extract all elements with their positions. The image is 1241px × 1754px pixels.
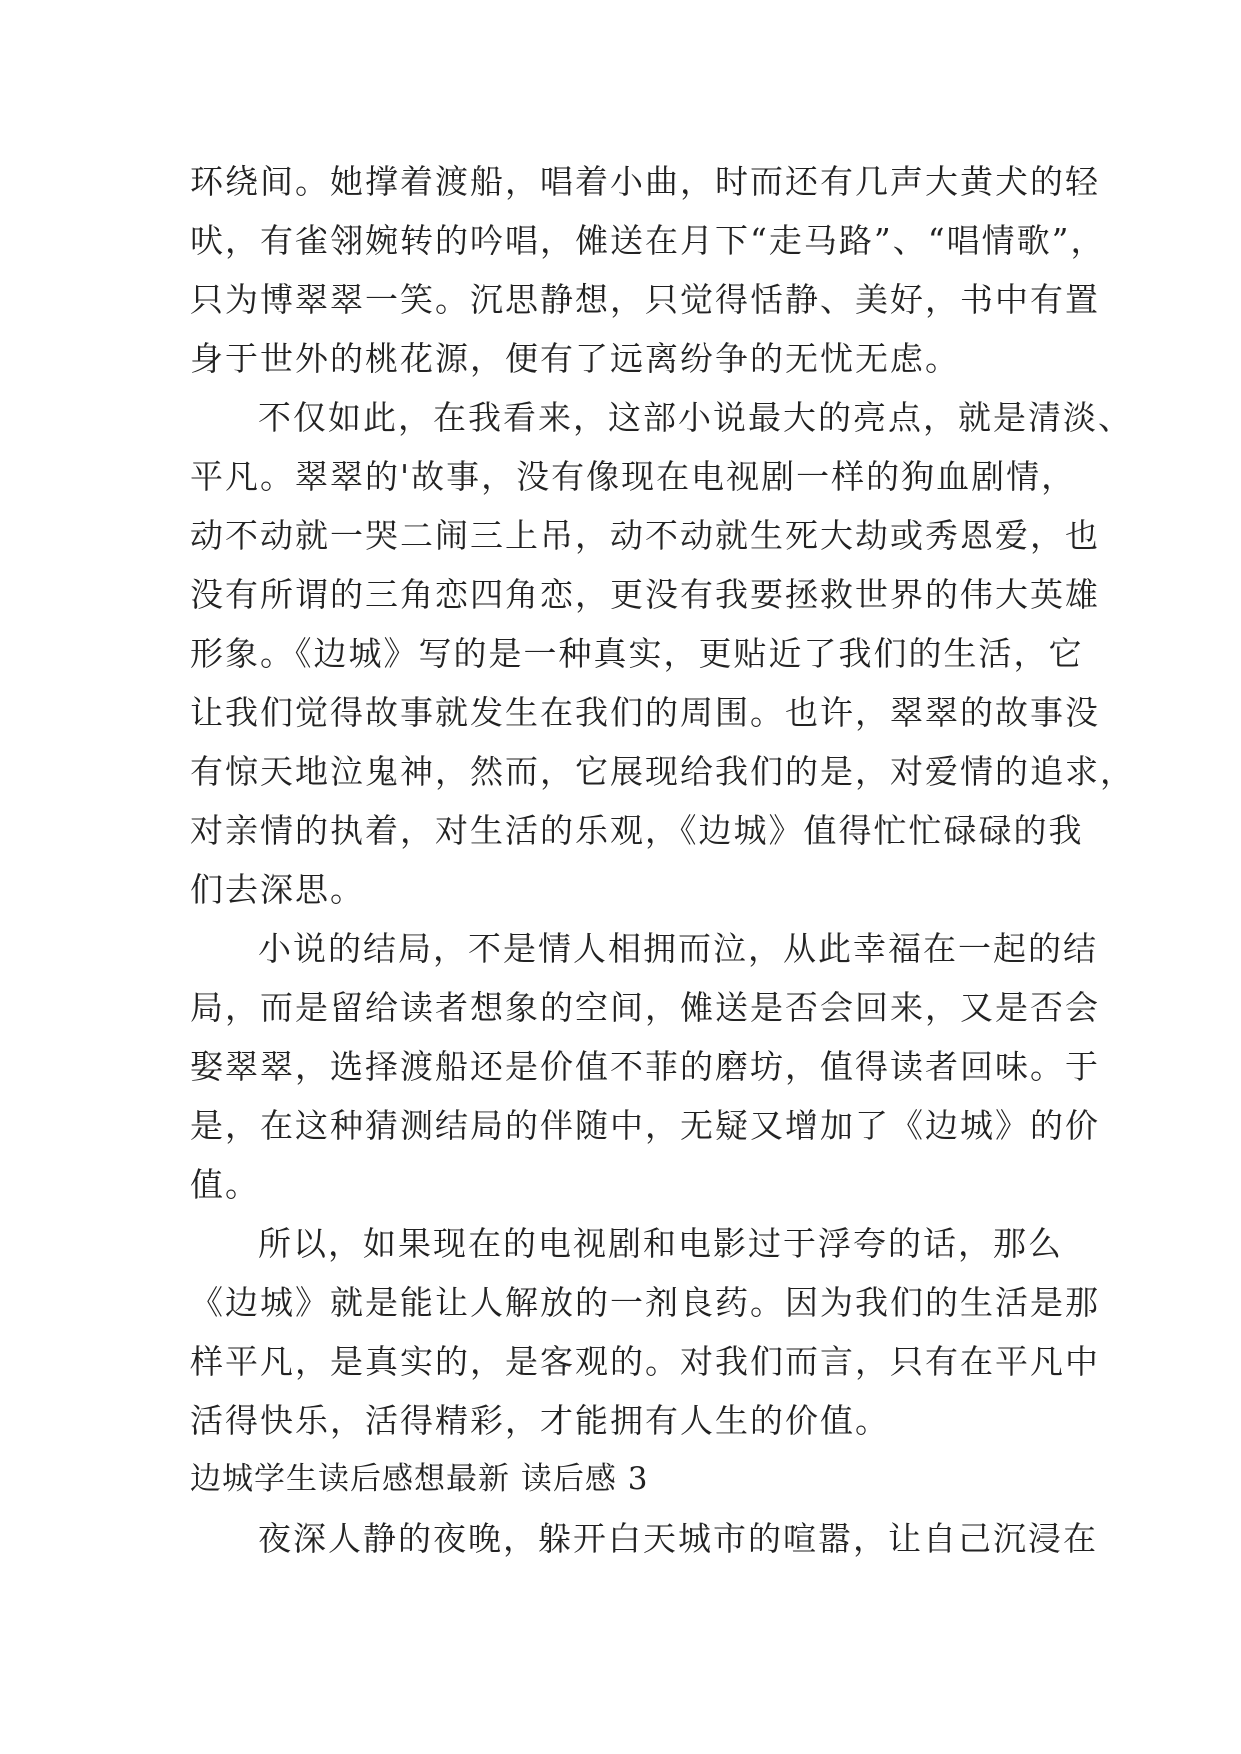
paragraph-line: 对亲情的执着，对生活的乐观，《边城》值得忙忙碌碌的我: [190, 811, 1084, 850]
paragraph-line: 环绕间。她撑着渡船，唱着小曲，时而还有几声大黄犬的轻: [190, 162, 1100, 201]
document-page: [190, 152, 1135, 1568]
paragraph-line: 只为博翠翠一笑。沉思静想，只觉得恬静、美好，书中有置: [190, 280, 1100, 319]
paragraph-line: 所以，如果现在的电视剧和电影过于浮夸的话，那么: [258, 1224, 1063, 1263]
paragraph-2: [190, 388, 1135, 919]
paragraph-line: 让我们觉得故事就发生在我们的周围。也许，翠翠的故事没: [190, 693, 1100, 732]
paragraph-line: 小说的结局，不是情人相拥而泣，从此幸福在一起的结: [258, 929, 1098, 968]
paragraph-line: 娶翠翠，选择渡船还是价值不菲的磨坊，值得读者回味。于: [190, 1047, 1100, 1086]
paragraph-line: 形象。《边城》写的是一种真实，更贴近了我们的生活，它: [190, 634, 1084, 673]
paragraph-1: [190, 152, 1106, 388]
section-heading: 边城学生读后感想最新 读后感 3: [190, 1461, 649, 1497]
paragraph-line: 样平凡，是真实的，是客观的。对我们而言，只有在平凡中: [190, 1342, 1100, 1381]
paragraph-line: 动不动就一哭二闹三上吊，动不动就生死大劫或秀恩爱，也: [190, 516, 1100, 555]
paragraph-line: 《边城》就是能让人解放的一剂良药。因为我们的生活是那: [190, 1283, 1100, 1322]
paragraph-line: 不仅如此，在我看来，这部小说最大的亮点，就是清淡、: [258, 398, 1133, 437]
paragraph-4: [190, 1214, 1100, 1450]
paragraph-line: 值。: [190, 1165, 260, 1204]
paragraph-line: 局，而是留给读者想象的空间，傩送是否会回来，又是否会: [190, 988, 1100, 1027]
paragraph-line: 活得快乐，活得精彩，才能拥有人生的价值。: [190, 1401, 890, 1440]
paragraph-line: 平凡。翠翠的'故事，没有像现在电视剧一样的狗血剧情，: [190, 457, 1077, 496]
paragraph-line: 没有所谓的三角恋四角恋，更没有我要拯救世界的伟大英雄: [190, 575, 1100, 614]
paragraph-line: 吠，有雀翎婉转的吟唱，傩送在月下“走马路”、“唱情歌”，: [190, 221, 1106, 260]
paragraph-line: 们去深思。: [190, 870, 365, 909]
paragraph-line: 是，在这种猜测结局的伴随中，无疑又增加了《边城》的价: [190, 1106, 1100, 1145]
paragraph-line: 有惊天地泣鬼神，然而，它展现给我们的是，对爱情的追求，: [190, 752, 1135, 791]
paragraph-5: [190, 1509, 1098, 1568]
paragraph-3: [190, 919, 1100, 1214]
paragraph-line: 身于世外的桃花源，便有了远离纷争的无忧无虑。: [190, 339, 960, 378]
paragraph-line: 夜深人静的夜晚，躲开白天城市的喧嚣，让自己沉浸在: [258, 1519, 1098, 1558]
